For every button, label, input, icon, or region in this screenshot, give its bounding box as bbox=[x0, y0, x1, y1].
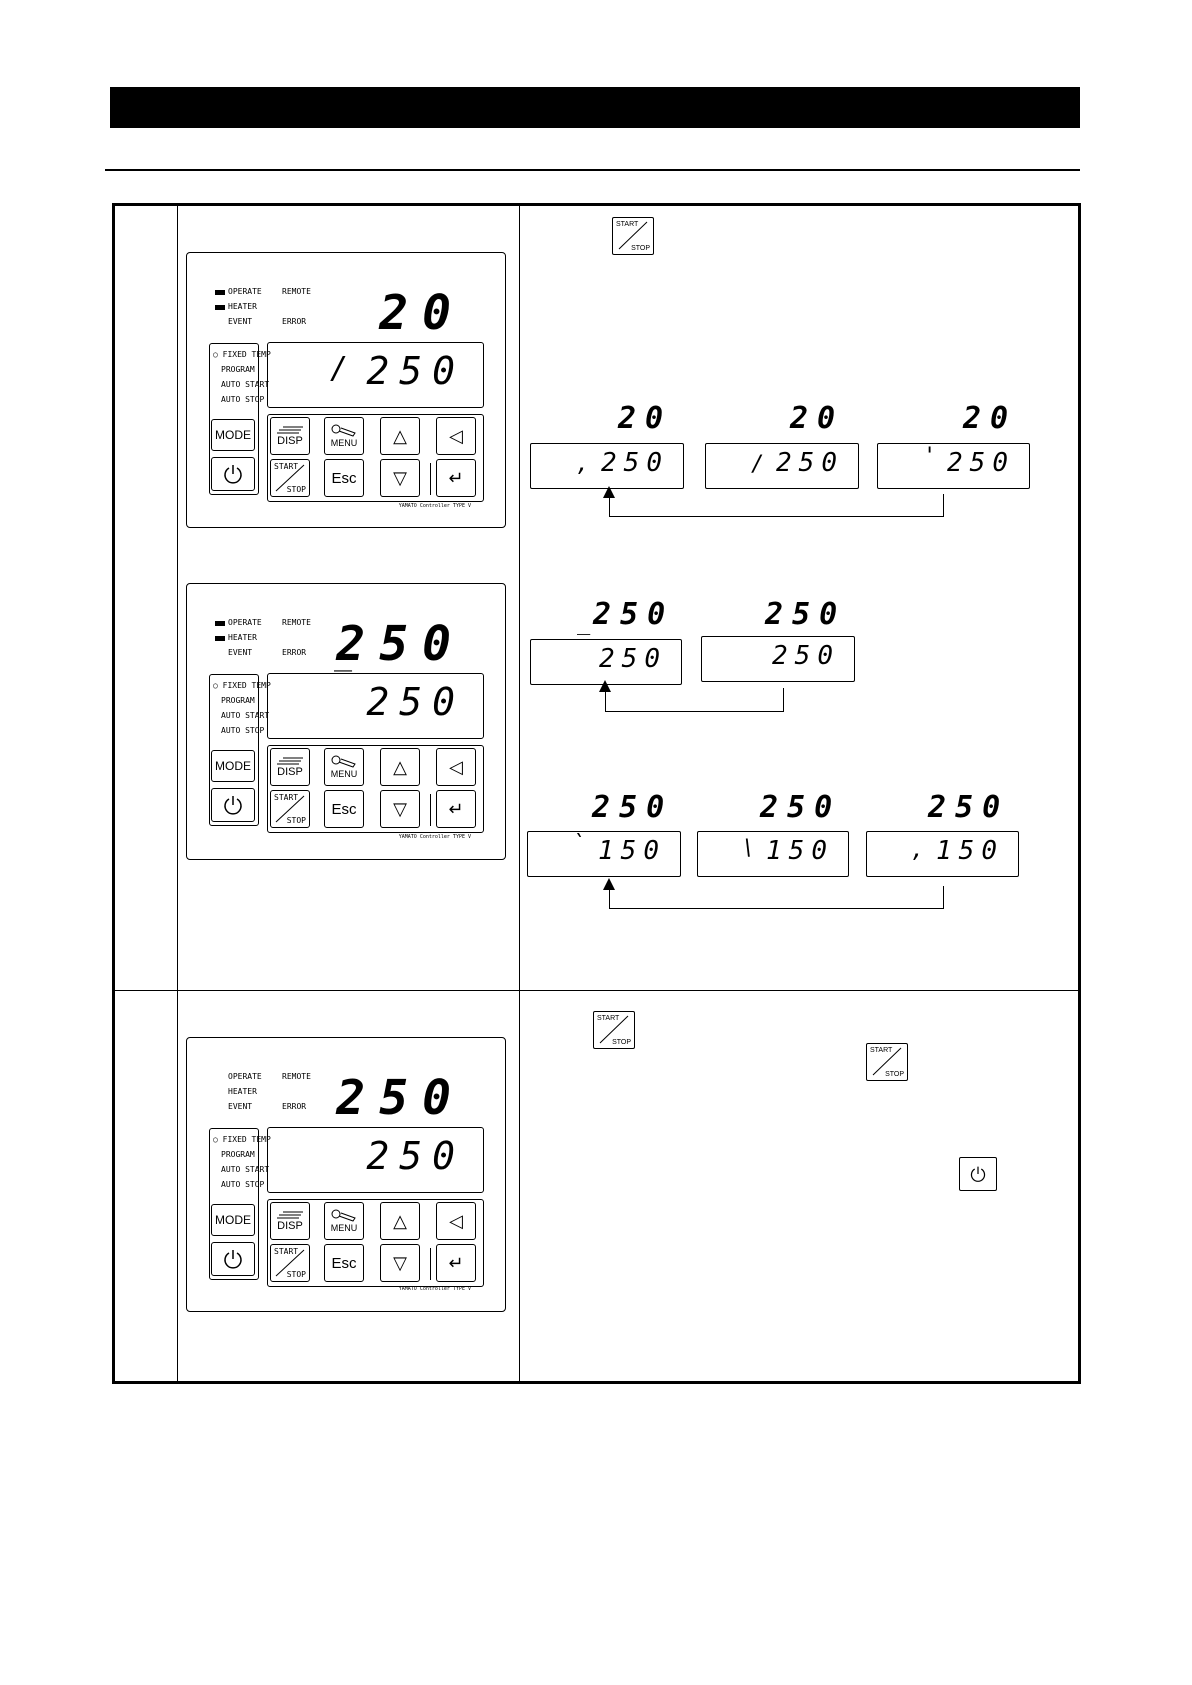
section-title-bar bbox=[110, 87, 1080, 128]
left-button[interactable] bbox=[436, 1202, 476, 1240]
triangle-down-icon: ▽ bbox=[393, 1252, 407, 1273]
menu-label: MENU bbox=[330, 1223, 358, 1233]
fixed-temp-label: ○ FIXED TEMP bbox=[213, 681, 271, 690]
menu-label: MENU bbox=[330, 438, 358, 448]
seq3-value-2: 150 bbox=[766, 836, 834, 866]
start-stop-icon-inline-1 bbox=[612, 217, 654, 255]
enter-icon: ↵ bbox=[448, 467, 464, 488]
seq1-value-1: 250 bbox=[601, 448, 669, 478]
stop-label: STOP bbox=[885, 1071, 904, 1078]
seq3-mark-3: , bbox=[911, 838, 925, 863]
fixed-temp-label: ○ FIXED TEMP bbox=[213, 1135, 271, 1144]
disp-label: DISP bbox=[277, 766, 303, 778]
disp-icon bbox=[275, 756, 305, 766]
disp-button[interactable] bbox=[270, 417, 310, 455]
start-stop-icon-inline-2 bbox=[593, 1011, 635, 1049]
menu-button[interactable] bbox=[324, 748, 364, 786]
esc-button[interactable]: Esc bbox=[324, 459, 364, 497]
down-button[interactable] bbox=[380, 1244, 420, 1282]
down-button[interactable] bbox=[380, 790, 420, 828]
triangle-down-icon: ▽ bbox=[393, 798, 407, 819]
wrench-icon bbox=[331, 755, 357, 769]
stop-label: STOP bbox=[612, 1039, 631, 1046]
seq1-mark-3: ' bbox=[923, 444, 937, 469]
triangle-left-icon: ◁ bbox=[449, 425, 463, 446]
power-icon bbox=[222, 794, 244, 816]
menu-label: MENU bbox=[330, 769, 358, 779]
triangle-up-icon: △ bbox=[393, 1210, 407, 1231]
disp-button[interactable] bbox=[270, 1202, 310, 1240]
enter-icon: ↵ bbox=[448, 1252, 464, 1273]
enter-icon: ↵ bbox=[448, 798, 464, 819]
error-label: ERROR bbox=[282, 1102, 307, 1111]
seq3-pv-2: 250 bbox=[760, 790, 842, 825]
seq2-display-2 bbox=[701, 636, 855, 682]
seq2-arrow-head bbox=[599, 680, 611, 692]
seq2-pv-2: 250 bbox=[765, 597, 847, 632]
event-label: EVENT bbox=[228, 317, 253, 326]
up-button[interactable] bbox=[380, 417, 420, 455]
table-row-divider bbox=[114, 990, 1079, 991]
wrench-icon bbox=[331, 424, 357, 438]
seq1-pv-1: 20 bbox=[618, 401, 673, 436]
seq3-pv-3: 250 bbox=[928, 790, 1010, 825]
auto-stop-label: AUTO STOP bbox=[221, 726, 265, 735]
start-label: START bbox=[274, 462, 299, 471]
operate-label: OPERATE bbox=[228, 287, 262, 296]
keypad-divider bbox=[430, 794, 431, 826]
mode-button[interactable]: MODE bbox=[211, 419, 255, 451]
menu-button[interactable] bbox=[324, 1202, 364, 1240]
mode-button[interactable]: MODE bbox=[211, 1204, 255, 1236]
auto-start-label: AUTO START bbox=[221, 711, 270, 720]
seq3-pv-1: 250 bbox=[592, 790, 674, 825]
start-label: START bbox=[274, 1247, 299, 1256]
seq1-display-1 bbox=[530, 443, 684, 489]
sv-display bbox=[267, 342, 484, 408]
seq2-value-1: 250 bbox=[599, 644, 667, 674]
triangle-up-icon: △ bbox=[393, 425, 407, 446]
enter-button[interactable] bbox=[436, 790, 476, 828]
triangle-up-icon: △ bbox=[393, 756, 407, 777]
stop-label: STOP bbox=[286, 485, 306, 494]
stop-label: STOP bbox=[286, 816, 306, 825]
start-stop-button[interactable] bbox=[270, 790, 310, 828]
seq3-loop-line bbox=[609, 886, 944, 909]
start-label: START bbox=[597, 1015, 620, 1022]
up-button[interactable] bbox=[380, 1202, 420, 1240]
power-icon bbox=[222, 463, 244, 485]
heater-label: HEATER bbox=[228, 302, 257, 311]
error-label: ERROR bbox=[282, 317, 307, 326]
operate-led bbox=[215, 621, 225, 626]
seq1-mark-1: , bbox=[576, 452, 590, 477]
seq3-display-1 bbox=[527, 831, 681, 877]
up-button[interactable] bbox=[380, 748, 420, 786]
enter-button[interactable] bbox=[436, 1244, 476, 1282]
esc-button[interactable]: Esc bbox=[324, 1244, 364, 1282]
brand-label: YAMATO Controller TYPE V bbox=[398, 1286, 471, 1292]
start-label: START bbox=[616, 221, 639, 228]
keypad bbox=[267, 414, 484, 502]
sv-value: 250 bbox=[366, 680, 465, 724]
remote-label: REMOTE bbox=[282, 1072, 311, 1081]
heater-label: HEATER bbox=[228, 633, 257, 642]
keypad bbox=[267, 745, 484, 833]
seq2-value-2: 250 bbox=[772, 641, 840, 671]
left-button[interactable] bbox=[436, 417, 476, 455]
power-icon bbox=[969, 1165, 987, 1183]
table-col-divider-1 bbox=[177, 205, 178, 1382]
disp-label: DISP bbox=[277, 1220, 303, 1232]
controller-panel-1 bbox=[186, 252, 506, 528]
table-col-divider-2 bbox=[519, 205, 520, 1382]
stop-label: STOP bbox=[631, 245, 650, 252]
pv-display: 20 bbox=[379, 285, 465, 341]
pv-display: 250 bbox=[336, 616, 465, 672]
keypad bbox=[267, 1199, 484, 1287]
start-stop-button[interactable] bbox=[270, 1244, 310, 1282]
seq1-pv-3: 20 bbox=[963, 401, 1018, 436]
triangle-left-icon: ◁ bbox=[449, 756, 463, 777]
seq3-value-3: 150 bbox=[936, 836, 1004, 866]
disp-button[interactable] bbox=[270, 748, 310, 786]
mode-indicator-box bbox=[209, 1128, 271, 1280]
enter-button[interactable] bbox=[436, 459, 476, 497]
program-label: PROGRAM bbox=[221, 1150, 255, 1159]
seq1-loop-line bbox=[609, 494, 944, 517]
power-icon-inline bbox=[959, 1157, 997, 1191]
seq1-value-2: 250 bbox=[776, 448, 844, 478]
auto-stop-label: AUTO STOP bbox=[221, 1180, 265, 1189]
operate-label: OPERATE bbox=[228, 618, 262, 627]
sv-value: 250 bbox=[366, 349, 465, 393]
wrench-icon bbox=[331, 1209, 357, 1223]
seq2-loop-line bbox=[605, 688, 784, 712]
start-stop-button[interactable] bbox=[270, 459, 310, 497]
seq1-pv-2: 20 bbox=[790, 401, 845, 436]
power-icon bbox=[222, 1248, 244, 1270]
operate-led bbox=[215, 290, 225, 295]
auto-stop-label: AUTO STOP bbox=[221, 395, 265, 404]
keypad-divider bbox=[430, 463, 431, 495]
disp-icon bbox=[275, 1210, 305, 1220]
header-rule bbox=[105, 169, 1080, 171]
mode-button[interactable]: MODE bbox=[211, 750, 255, 782]
heater-led bbox=[215, 636, 225, 641]
seq2-display-1 bbox=[530, 632, 682, 685]
stop-label: STOP bbox=[286, 1270, 306, 1279]
remote-label: REMOTE bbox=[282, 287, 311, 296]
seq1-mark-2: / bbox=[751, 452, 765, 477]
disp-label: DISP bbox=[277, 435, 303, 447]
event-label: EVENT bbox=[228, 648, 253, 657]
operate-label: OPERATE bbox=[228, 1072, 262, 1081]
seq1-value-3: 250 bbox=[947, 448, 1015, 478]
disp-icon bbox=[275, 425, 305, 435]
mode-indicator-box bbox=[209, 343, 271, 495]
heater-label: HEATER bbox=[228, 1087, 257, 1096]
sv-display bbox=[267, 666, 484, 739]
event-label: EVENT bbox=[228, 1102, 253, 1111]
seq2-mark-1: ‾ bbox=[577, 632, 591, 657]
seq1-arrow-head bbox=[603, 486, 615, 498]
down-button[interactable] bbox=[380, 459, 420, 497]
controller-panel-3 bbox=[186, 1037, 506, 1312]
heater-led bbox=[215, 305, 225, 310]
mode-indicator-box bbox=[209, 674, 271, 826]
digit-cursor-mark: ‾ bbox=[334, 666, 353, 701]
esc-button[interactable]: Esc bbox=[324, 790, 364, 828]
remote-label: REMOTE bbox=[282, 618, 311, 627]
brand-label: YAMATO Controller TYPE V bbox=[398, 834, 471, 840]
controller-panel-2 bbox=[186, 583, 506, 860]
brand-label: YAMATO Controller TYPE V bbox=[398, 503, 471, 509]
digit-cursor-mark: / bbox=[330, 351, 349, 386]
power-button[interactable] bbox=[211, 1242, 255, 1276]
pv-display: 250 bbox=[336, 1070, 465, 1126]
menu-button[interactable] bbox=[324, 417, 364, 455]
start-label: START bbox=[870, 1047, 893, 1054]
seq3-mark-2: \ bbox=[742, 836, 756, 861]
power-button[interactable] bbox=[211, 788, 255, 822]
seq1-display-3 bbox=[877, 443, 1030, 489]
auto-start-label: AUTO START bbox=[221, 1165, 270, 1174]
auto-start-label: AUTO START bbox=[221, 380, 270, 389]
power-button[interactable] bbox=[211, 457, 255, 491]
sv-display bbox=[267, 1127, 484, 1193]
triangle-left-icon: ◁ bbox=[449, 1210, 463, 1231]
keypad-divider bbox=[430, 1248, 431, 1280]
program-label: PROGRAM bbox=[221, 365, 255, 374]
seq3-value-1: 150 bbox=[598, 836, 666, 866]
error-label: ERROR bbox=[282, 648, 307, 657]
program-label: PROGRAM bbox=[221, 696, 255, 705]
start-label: START bbox=[274, 793, 299, 802]
seq1-display-2 bbox=[705, 443, 859, 489]
seq3-display-3 bbox=[866, 831, 1019, 877]
seq2-pv-1: 250 bbox=[593, 597, 675, 632]
seq3-display-2 bbox=[697, 831, 849, 877]
sv-value: 250 bbox=[366, 1134, 465, 1178]
seq3-arrow-head bbox=[603, 878, 615, 890]
fixed-temp-label: ○ FIXED TEMP bbox=[213, 350, 271, 359]
left-button[interactable] bbox=[436, 748, 476, 786]
seq3-mark-1: ` bbox=[572, 832, 586, 857]
start-stop-icon-inline-3 bbox=[866, 1043, 908, 1081]
triangle-down-icon: ▽ bbox=[393, 467, 407, 488]
